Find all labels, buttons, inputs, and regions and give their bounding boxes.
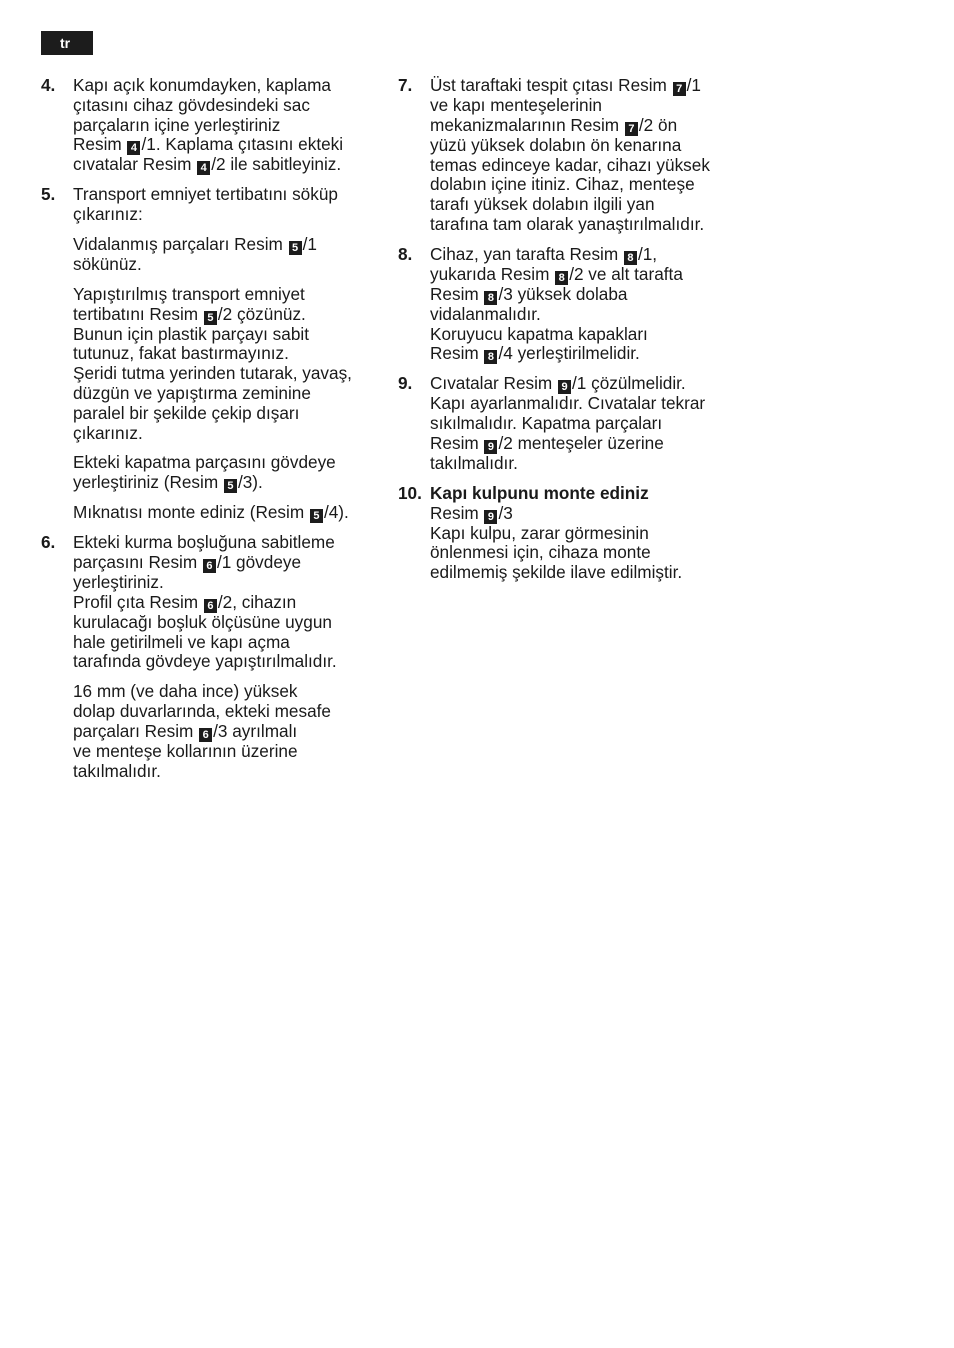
text-segment: /4).	[323, 502, 349, 523]
text-line	[73, 702, 381, 722]
text-segment: Resim	[430, 432, 484, 453]
text-segment: Resim	[73, 134, 127, 155]
text-segment: Resim	[430, 283, 484, 304]
text-segment: parçaları Resim	[73, 720, 199, 741]
text-segment: Kapı açık konumdayken, kaplama	[73, 75, 331, 95]
text-segment: /1 çözülmelidir.	[572, 373, 686, 394]
step-number: 10.	[398, 482, 422, 503]
text-line	[73, 573, 381, 593]
text-line	[73, 135, 381, 155]
figure-number-badge: 9	[558, 380, 571, 394]
figure-number-badge: 7	[673, 82, 686, 96]
text-line	[430, 245, 743, 265]
figure-number-badge: 5	[310, 509, 323, 523]
text-segment: tarafı yüksek dolabın ilgili yan	[430, 194, 655, 215]
text-segment: /2 ön	[638, 114, 678, 135]
figure-number-badge: 8	[484, 350, 497, 364]
text-line	[430, 116, 743, 136]
text-segment: temas edinceye kadar, cihazı yüksek	[430, 154, 710, 175]
step-paragraph	[73, 453, 381, 493]
text-line	[430, 195, 743, 215]
text-line	[73, 453, 381, 473]
text-line	[73, 325, 381, 345]
step-paragraph	[73, 76, 381, 175]
text-segment: Ekteki kurma boşluğuna sabitleme	[73, 532, 335, 553]
text-line	[430, 543, 743, 563]
text-line	[73, 503, 381, 523]
text-segment: /1	[302, 233, 317, 254]
text-line	[73, 185, 381, 205]
text-segment: edilmemiş şekilde ilave edilmiştir.	[430, 562, 683, 583]
text-line	[73, 384, 381, 404]
text-line	[73, 553, 381, 573]
text-line	[73, 682, 381, 702]
text-segment: yerleştiriniz.	[73, 571, 164, 592]
text-segment: yüzü yüksek dolabın ön kenarına	[430, 134, 682, 155]
text-line	[73, 96, 381, 116]
instruction-step	[398, 484, 743, 583]
figure-number-badge: 5	[204, 311, 217, 325]
text-segment: Vidalanmış parçaları Resim	[73, 233, 288, 254]
text-line	[430, 156, 743, 176]
text-segment: çıkarınız:	[73, 204, 143, 225]
text-segment: hale getirilmeli ve kapı açma	[73, 631, 290, 652]
text-segment: yerleştiriniz (Resim	[73, 472, 223, 493]
text-line	[430, 344, 743, 364]
text-line	[430, 76, 743, 96]
text-segment: Mıknatısı monte ediniz (Resim	[73, 502, 309, 523]
step-heading: Kapı kulpunu monte ediniz	[430, 482, 649, 503]
step-paragraph	[73, 682, 381, 781]
text-segment: çıkarınız.	[73, 422, 143, 443]
text-line	[73, 762, 381, 782]
text-line	[73, 285, 381, 305]
instruction-step	[41, 533, 381, 781]
text-line	[73, 205, 381, 225]
step-paragraph	[73, 285, 381, 444]
text-segment: Kapı kulpu, zarar görmesinin	[430, 522, 649, 543]
text-line	[73, 742, 381, 762]
text-line	[430, 325, 743, 345]
step-paragraph	[430, 245, 743, 365]
text-line	[73, 722, 381, 742]
text-line	[73, 533, 381, 553]
instruction-step	[398, 374, 743, 473]
figure-number-badge: 9	[484, 440, 497, 454]
text-line	[430, 563, 743, 583]
text-segment: /1	[686, 75, 701, 95]
text-segment: ve kapı menteşelerinin	[430, 95, 602, 115]
text-line	[430, 175, 743, 195]
step-paragraph	[73, 533, 381, 672]
text-segment: Resim	[430, 502, 484, 523]
text-segment: Transport emniyet tertibatını söküp	[73, 184, 338, 205]
step-paragraph	[430, 484, 743, 583]
figure-number-badge: 5	[224, 479, 237, 493]
text-line	[73, 155, 381, 175]
text-segment: /1,	[637, 243, 658, 264]
text-segment: parçaların içine yerleştiriniz	[73, 114, 281, 135]
text-line	[430, 454, 743, 474]
step-paragraph	[430, 76, 743, 235]
text-segment: çıtasını cihaz gövdesindeki sac	[73, 94, 310, 115]
text-segment: Koruyucu kapatma kapakları	[430, 323, 648, 344]
figure-number-badge: 9	[484, 510, 497, 524]
left-column	[41, 76, 381, 791]
text-segment: dolap duvarlarında, ekteki mesafe	[73, 700, 331, 721]
text-segment: cıvatalar Resim	[73, 154, 197, 175]
figure-number-badge: 5	[289, 241, 302, 255]
instruction-step	[41, 76, 381, 175]
text-segment: sökünüz.	[73, 253, 142, 274]
instruction-step	[398, 76, 743, 235]
text-line	[73, 116, 381, 136]
text-segment: Bunun için plastik parçayı sabit	[73, 323, 309, 344]
text-segment: önlenmesi için, cihaza monte	[430, 542, 651, 563]
text-line	[73, 344, 381, 364]
text-line	[73, 473, 381, 493]
text-line	[430, 215, 743, 235]
text-segment: paralel bir şekilde çekip dışarı	[73, 402, 300, 423]
text-segment: Yapıştırılmış transport emniyet	[73, 283, 305, 304]
text-line	[73, 255, 381, 275]
text-line	[430, 285, 743, 305]
text-segment: mekanizmalarının Resim	[430, 114, 624, 135]
text-segment: Ekteki kapatma parçasını gövdeye	[73, 452, 336, 473]
text-segment: Şeridi tutma yerinden tutarak, yavaş,	[73, 363, 352, 384]
text-line	[430, 434, 743, 454]
figure-number-badge: 4	[127, 141, 140, 155]
step-number: 8.	[398, 243, 413, 264]
text-segment: /3).	[237, 472, 263, 493]
text-line	[430, 265, 743, 285]
text-segment: Cihaz, yan tarafta Resim	[430, 243, 623, 264]
step-number: 9.	[398, 373, 413, 394]
text-segment: Profil çıta Resim	[73, 591, 203, 612]
step-number: 4.	[41, 75, 56, 95]
text-line	[73, 235, 381, 255]
text-segment: /4 yerleştirilmelidir.	[498, 343, 640, 364]
instruction-step	[398, 245, 743, 365]
step-number: 6.	[41, 532, 56, 553]
text-segment: Üst taraftaki tespit çıtası Resim	[430, 75, 672, 95]
text-line	[73, 305, 381, 325]
text-line	[430, 305, 743, 325]
text-segment: takılmalıdır.	[73, 760, 161, 781]
text-segment: /2 ve alt tarafta	[569, 263, 683, 284]
figure-number-badge: 6	[204, 599, 217, 613]
text-line	[430, 136, 743, 156]
text-segment: /3 yüksek dolaba	[498, 283, 628, 304]
text-line	[73, 364, 381, 384]
text-segment: Kapı ayarlanmalıdır. Cıvatalar tekrar	[430, 393, 706, 414]
figure-number-badge: 8	[624, 251, 637, 265]
text-segment: /2 menteşeler üzerine	[498, 432, 664, 453]
language-tab: tr	[41, 31, 93, 55]
text-line	[73, 404, 381, 424]
text-segment: sıkılmalıdır. Kapatma parçaları	[430, 413, 663, 434]
instruction-step	[41, 185, 381, 523]
text-segment: /3 ayrılmalı	[213, 720, 298, 741]
text-segment: düzgün ve yapıştırma zeminine	[73, 382, 311, 403]
text-line	[73, 593, 381, 613]
step-paragraph	[430, 374, 743, 473]
text-segment: Resim	[430, 343, 484, 364]
figure-number-badge: 7	[625, 122, 638, 136]
text-line	[430, 374, 743, 394]
text-line	[73, 633, 381, 653]
text-line	[430, 504, 743, 524]
text-segment: takılmalıdır.	[430, 452, 518, 473]
text-segment: parçasını Resim	[73, 551, 202, 572]
text-line	[73, 76, 381, 96]
text-segment: dolabın içine itiniz. Cihaz, menteşe	[430, 174, 695, 195]
text-line	[73, 424, 381, 444]
figure-number-badge: 6	[199, 728, 212, 742]
text-line	[73, 652, 381, 672]
text-segment: /2 çözünüz.	[217, 303, 306, 324]
text-line	[430, 394, 743, 414]
text-line	[430, 96, 743, 116]
step-number: 7.	[398, 75, 413, 95]
text-segment: vidalanmalıdır.	[430, 303, 541, 324]
text-segment: tarafına tam olarak yanaştırılmalıdır.	[430, 213, 705, 234]
text-segment: kurulacağı boşluk ölçüsüne uygun	[73, 611, 332, 632]
text-line	[430, 524, 743, 544]
text-line	[430, 484, 743, 504]
text-segment: tarafında gövdeye yapıştırılmalıdır.	[73, 651, 337, 672]
step-paragraph	[73, 503, 381, 523]
text-segment: /1. Kaplama çıtasını ekteki	[141, 134, 344, 155]
figure-number-badge: 6	[203, 559, 216, 573]
text-line	[73, 613, 381, 633]
text-segment: /2, cihazın	[217, 591, 297, 612]
text-segment: /3	[498, 502, 513, 523]
text-segment: /2 ile sabitleyiniz.	[211, 154, 342, 175]
text-segment: 16 mm (ve daha ince) yüksek	[73, 681, 298, 702]
right-column	[398, 76, 743, 593]
text-segment: ve menteşe kollarının üzerine	[73, 740, 298, 761]
text-segment: Cıvatalar Resim	[430, 373, 558, 394]
text-segment: yukarıda Resim	[430, 263, 555, 284]
figure-number-badge: 8	[555, 271, 568, 285]
step-paragraph	[73, 235, 381, 275]
text-segment: /1 gövdeye	[216, 551, 302, 572]
step-number: 5.	[41, 184, 56, 205]
figure-number-badge: 4	[197, 161, 210, 175]
step-paragraph	[73, 185, 381, 225]
text-segment: tutunuz, fakat bastırmayınız.	[73, 343, 289, 364]
text-line	[430, 414, 743, 434]
figure-number-badge: 8	[484, 291, 497, 305]
text-segment: tertibatını Resim	[73, 303, 203, 324]
